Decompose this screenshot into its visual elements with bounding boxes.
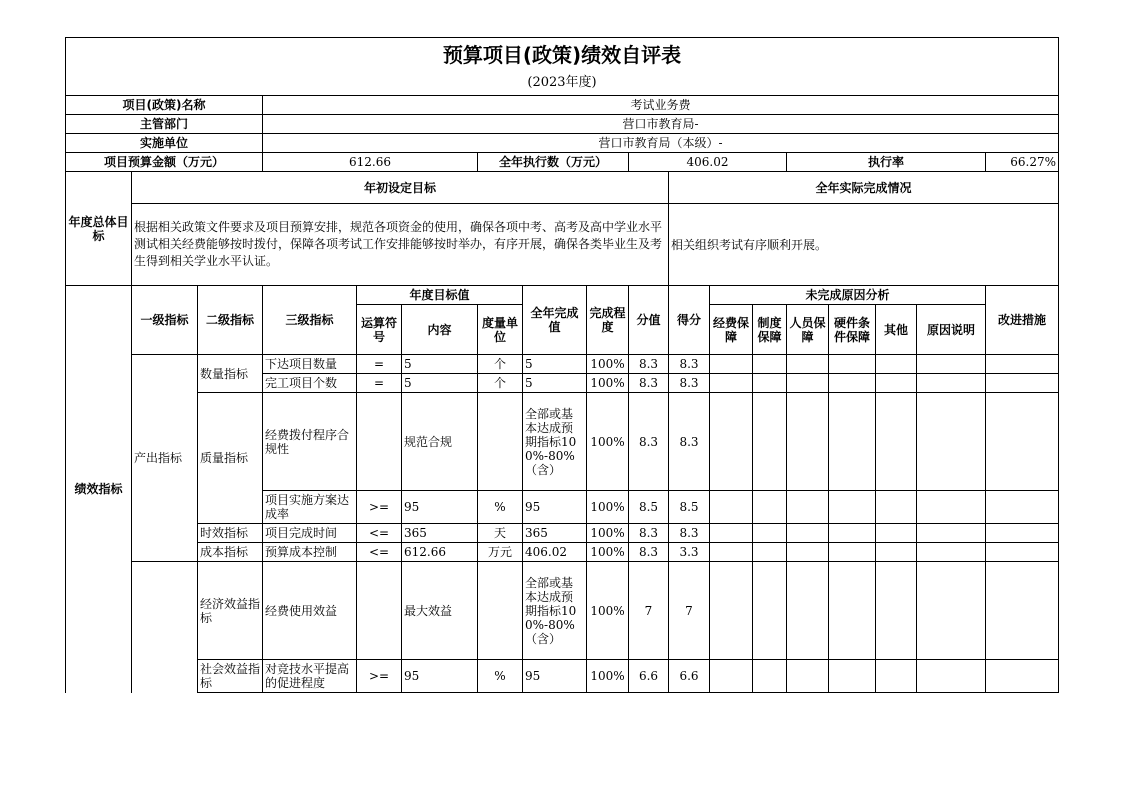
score-value-cell: 8.3 xyxy=(629,374,669,393)
content-cell: 5 xyxy=(402,374,478,393)
level3-cell: 项目实施方案达成率 xyxy=(263,491,357,524)
page-title: 预算项目(政策)绩效自评表 xyxy=(66,38,1059,72)
incomplete-analysis-header: 未完成原因分析 xyxy=(710,286,986,305)
table-row xyxy=(66,355,1059,374)
performance-table xyxy=(65,37,1059,693)
initial-goal-text: 根据相关政策文件要求及项目预算安排，规范各项资金的使用，确保各项中考、高考及高中学业水平测试相关经费能够按时拨付，保障各项考试工作安排能够按时举办，有序开展，确保各类毕业生及考生得到相关学业水平认证。 xyxy=(132,204,669,286)
level3-cell: 经费拨付程序合规性 xyxy=(263,393,357,491)
score-value-cell: 8.3 xyxy=(629,543,669,562)
degree-cell: 100% xyxy=(587,524,629,543)
timeliness-label: 时效指标 xyxy=(198,524,263,543)
department-label: 主管部门 xyxy=(66,115,263,134)
unit-cell: 个 xyxy=(478,355,523,374)
completion-cell: 365 xyxy=(523,524,587,543)
operator-cell xyxy=(357,393,402,491)
score-value-cell: 8.3 xyxy=(629,393,669,491)
actual-header: 全年实际完成情况 xyxy=(669,172,1059,204)
completion-header: 全年完成值 xyxy=(523,286,587,355)
unit-cell: % xyxy=(478,491,523,524)
table-row xyxy=(66,543,1059,562)
table-row xyxy=(66,393,1059,491)
content-header: 内容 xyxy=(402,305,478,355)
degree-cell: 100% xyxy=(587,374,629,393)
level3-cell: 预算成本控制 xyxy=(263,543,357,562)
table-row xyxy=(66,524,1059,543)
content-cell: 95 xyxy=(402,491,478,524)
operator-cell: <= xyxy=(357,524,402,543)
score-cell: 7 xyxy=(669,562,710,660)
budget-label: 项目预算金额（万元） xyxy=(66,153,263,172)
completion-cell: 95 xyxy=(523,491,587,524)
score-header: 得分 xyxy=(669,286,710,355)
actual-text: 相关组织考试有序顺利开展。 xyxy=(669,204,1059,286)
level3-cell: 下达项目数量 xyxy=(263,355,357,374)
social-label: 社会效益指标 xyxy=(198,660,263,693)
score-cell: 8.3 xyxy=(669,355,710,374)
hardware-header: 硬件条件保障 xyxy=(829,305,876,355)
annual-target-header: 年度目标值 xyxy=(357,286,523,305)
table-row xyxy=(66,562,1059,660)
content-cell: 365 xyxy=(402,524,478,543)
level1-header: 一级指标 xyxy=(132,286,198,355)
quality-label: 质量指标 xyxy=(198,393,263,524)
table-row xyxy=(66,660,1059,693)
project-name-value: 考试业务费 xyxy=(263,96,1059,115)
operator-cell: <= xyxy=(357,543,402,562)
unit-cell: 天 xyxy=(478,524,523,543)
content-cell: 规范合规 xyxy=(402,393,478,491)
other-header: 其他 xyxy=(876,305,917,355)
improve-header: 改进措施 xyxy=(986,286,1059,355)
score-value-cell: 6.6 xyxy=(629,660,669,693)
score-cell: 8.3 xyxy=(669,524,710,543)
staff-header: 人员保障 xyxy=(787,305,829,355)
content-cell: 5 xyxy=(402,355,478,374)
economic-label: 经济效益指标 xyxy=(198,562,263,660)
content-cell: 95 xyxy=(402,660,478,693)
department-value: 营口市教育局- xyxy=(263,115,1059,134)
score-value-header: 分值 xyxy=(629,286,669,355)
degree-cell: 100% xyxy=(587,393,629,491)
unit-cell: % xyxy=(478,660,523,693)
level2-header: 二级指标 xyxy=(198,286,263,355)
completion-cell: 全部或基本达成预期指标100%-80%（含） xyxy=(523,562,587,660)
perf-indicators-label: 绩效指标 xyxy=(66,286,132,693)
unit-cell: 个 xyxy=(478,374,523,393)
unit-cell xyxy=(478,393,523,491)
unit-cell xyxy=(478,562,523,660)
score-cell: 8.3 xyxy=(669,393,710,491)
content-cell: 最大效益 xyxy=(402,562,478,660)
unit-header: 度量单位 xyxy=(478,305,523,355)
content-cell: 612.66 xyxy=(402,543,478,562)
output-group-label: 产出指标 xyxy=(132,355,198,562)
operator-cell: = xyxy=(357,374,402,393)
score-value-cell: 8.5 xyxy=(629,491,669,524)
funding-header: 经费保障 xyxy=(710,305,753,355)
score-value-cell: 7 xyxy=(629,562,669,660)
year-subtitle: (2023年度) xyxy=(66,72,1059,96)
unit-value: 营口市教育局（本级）- xyxy=(263,134,1059,153)
operator-cell xyxy=(357,562,402,660)
executed-value: 406.02 xyxy=(629,153,787,172)
cost-label: 成本指标 xyxy=(198,543,263,562)
degree-cell: 100% xyxy=(587,543,629,562)
unit-label: 实施单位 xyxy=(66,134,263,153)
completion-cell: 95 xyxy=(523,660,587,693)
project-name-label: 项目(政策)名称 xyxy=(66,96,263,115)
completion-cell: 5 xyxy=(523,374,587,393)
score-value-cell: 8.3 xyxy=(629,524,669,543)
completion-cell: 406.02 xyxy=(523,543,587,562)
executed-label: 全年执行数（万元） xyxy=(478,153,629,172)
system-header: 制度保障 xyxy=(753,305,787,355)
reason-header: 原因说明 xyxy=(917,305,986,355)
unit-cell: 万元 xyxy=(478,543,523,562)
score-value-cell: 8.3 xyxy=(629,355,669,374)
score-cell: 8.3 xyxy=(669,374,710,393)
degree-cell: 100% xyxy=(587,660,629,693)
degree-cell: 100% xyxy=(587,562,629,660)
level3-header: 三级指标 xyxy=(263,286,357,355)
score-cell: 6.6 xyxy=(669,660,710,693)
annual-goal-label: 年度总体目标 xyxy=(66,172,132,286)
operator-cell: >= xyxy=(357,491,402,524)
level3-cell: 完工项目个数 xyxy=(263,374,357,393)
score-cell: 3.3 xyxy=(669,543,710,562)
exec-rate-value: 66.27% xyxy=(986,153,1059,172)
initial-goal-header: 年初设定目标 xyxy=(132,172,669,204)
completion-cell: 5 xyxy=(523,355,587,374)
operator-cell: >= xyxy=(357,660,402,693)
score-cell: 8.5 xyxy=(669,491,710,524)
budget-value: 612.66 xyxy=(263,153,478,172)
quantity-label: 数量指标 xyxy=(198,355,263,393)
level3-cell: 项目完成时间 xyxy=(263,524,357,543)
operator-header: 运算符号 xyxy=(357,305,402,355)
completion-cell: 全部或基本达成预期指标100%-80%（含） xyxy=(523,393,587,491)
level3-cell: 经费使用效益 xyxy=(263,562,357,660)
exec-rate-label: 执行率 xyxy=(787,153,986,172)
degree-cell: 100% xyxy=(587,491,629,524)
operator-cell: = xyxy=(357,355,402,374)
degree-cell: 100% xyxy=(587,355,629,374)
level3-cell: 对竞技水平提高的促进程度 xyxy=(263,660,357,693)
degree-header: 完成程度 xyxy=(587,286,629,355)
effect-group-cell xyxy=(132,562,198,693)
